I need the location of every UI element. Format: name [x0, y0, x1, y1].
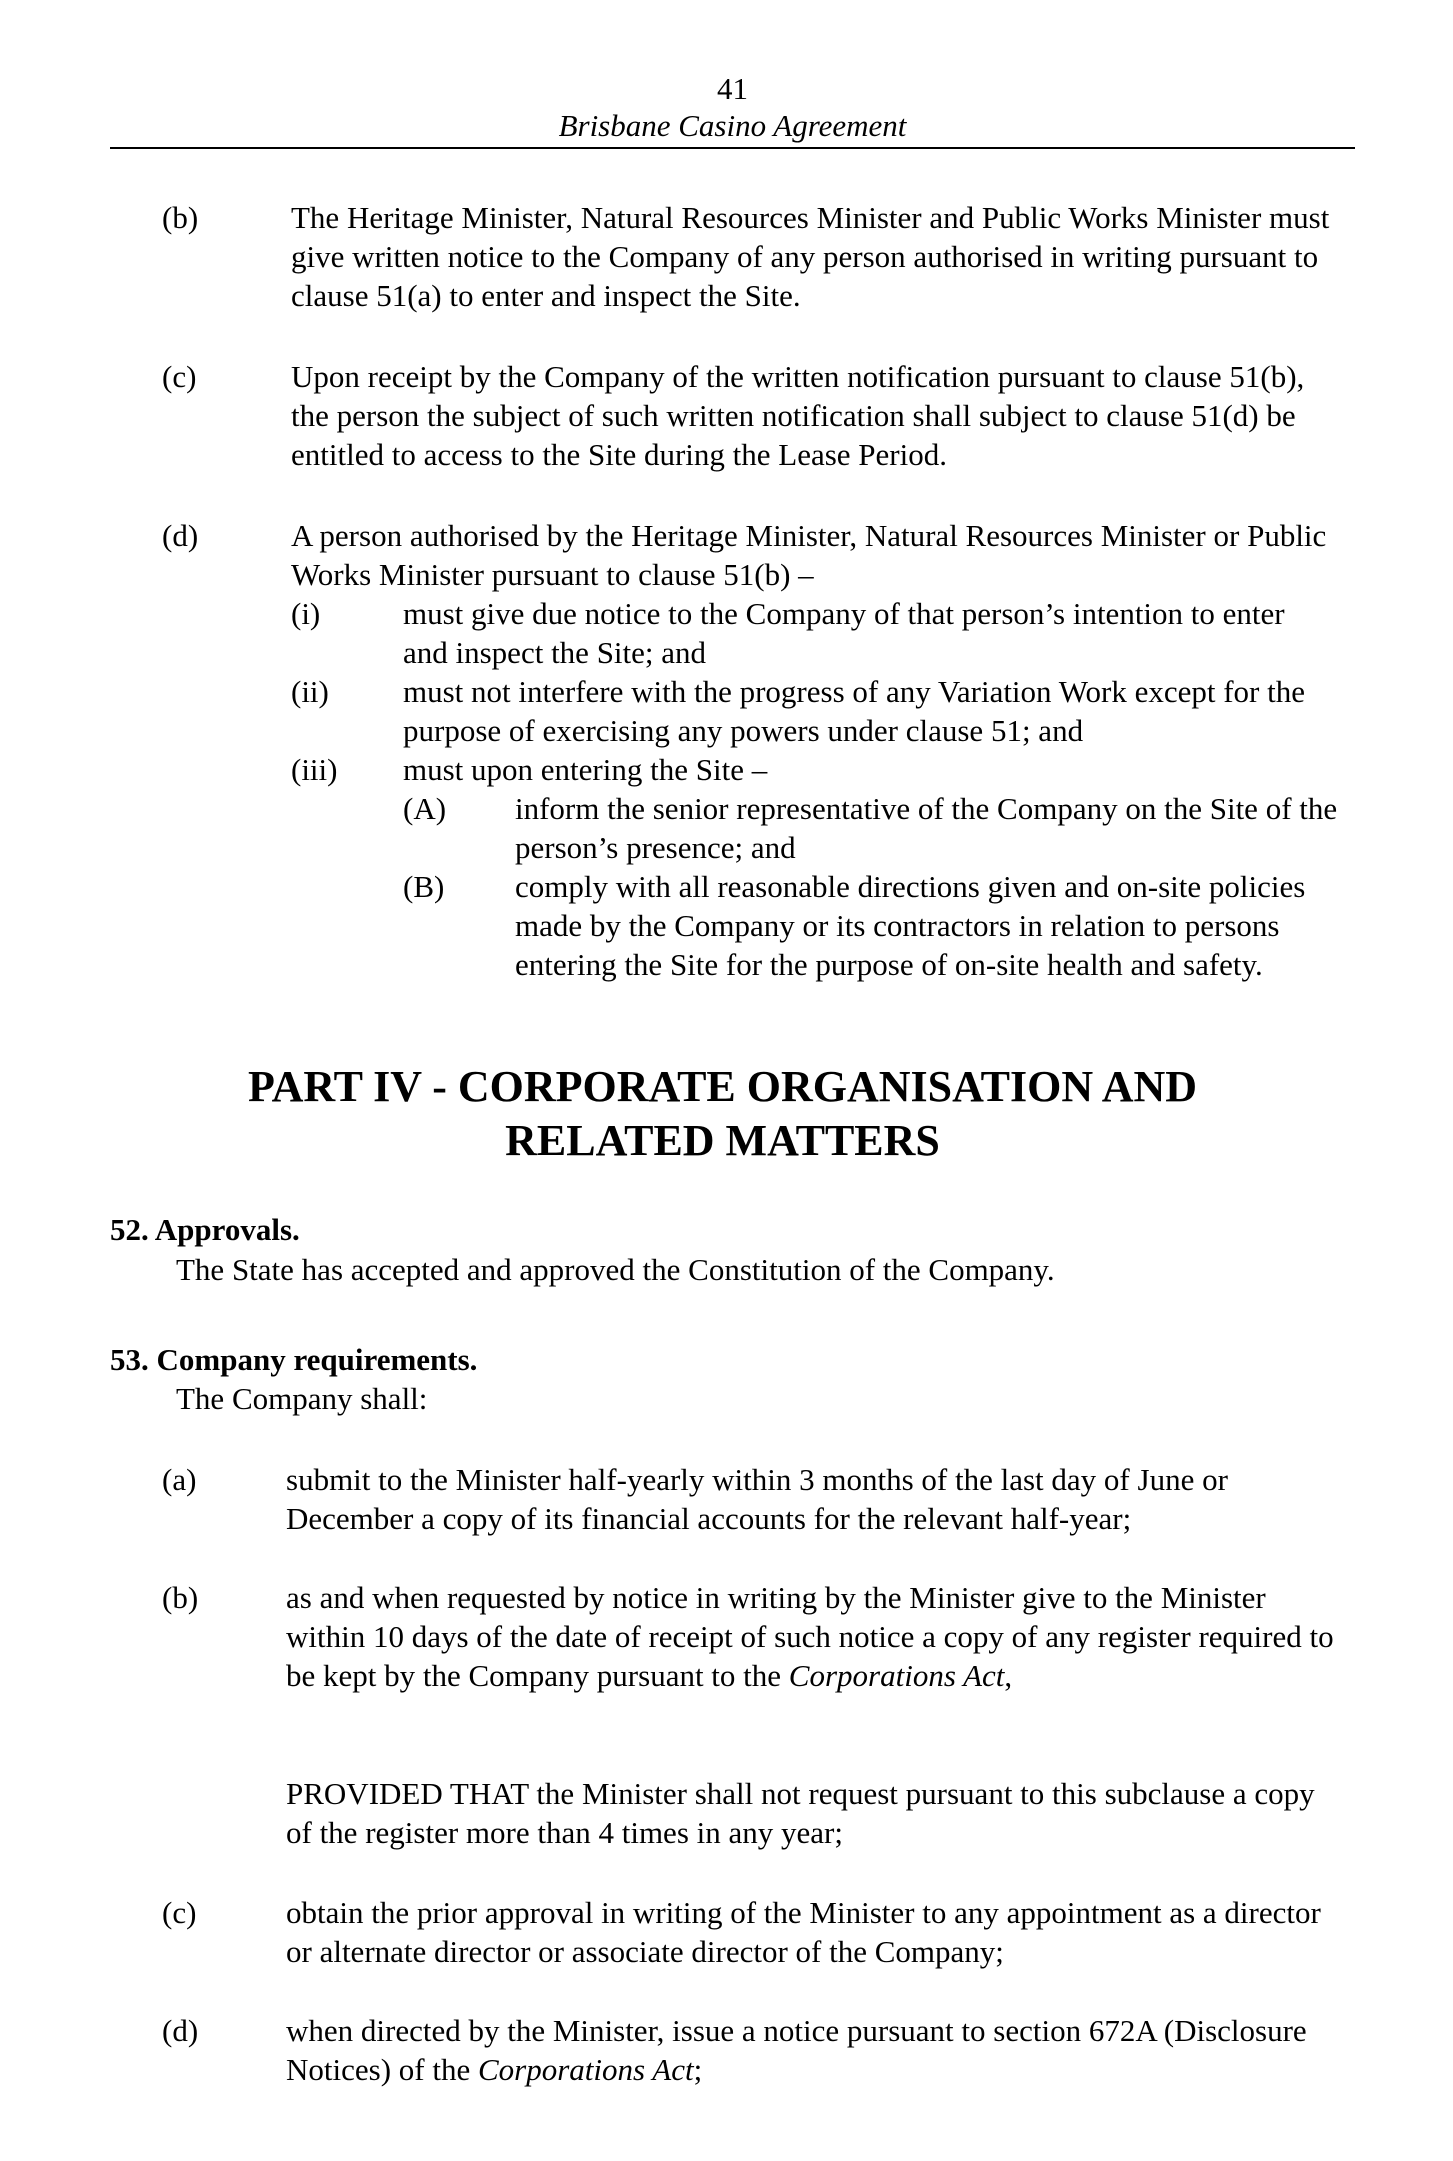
section-52-text: The State has accepted and approved the Constitution of the Company. — [176, 1252, 1055, 1287]
clause-51-d-iii-A-label: (A) — [403, 791, 447, 826]
clause-51-d-iii-text: must upon entering the Site – — [403, 752, 768, 787]
running-title: Brisbane Casino Agreement — [558, 108, 907, 143]
clause-51-d-iii-label: (iii) — [291, 752, 338, 787]
section-53-b-text-before: as and when requested by notice in writing by the Minister give to the Minister within 10 days of the date of receipt of such notice a copy of any register required to be kept by the Company pursuant to the — [286, 1580, 1334, 1693]
clause-51-d-label: (d) — [162, 518, 199, 553]
section-53-d-label: (d) — [162, 2013, 199, 2048]
clause-51-d-text: A person authorised by the Heritage Minister, Natural Resources Minister or Public Works Minister pursuant to clause 51(b) – — [291, 518, 1327, 592]
clause-51-c-label: (c) — [162, 359, 197, 394]
section-53-d-text-after: ; — [693, 2052, 703, 2087]
section-53-b-proviso: PROVIDED THAT the Minister shall not request pursuant to this subclause a copy of the register more than 4 times in any year; — [286, 1776, 1315, 1850]
page-number: 41 — [717, 71, 748, 106]
section-52-heading: 52. Approvals. — [110, 1212, 300, 1247]
section-53-c-text: obtain the prior approval in writing of the Minister to any appointment as a director or alternate director or associate director of the Company; — [286, 1895, 1321, 1969]
section-53-a-label: (a) — [162, 1462, 197, 1497]
clause-51-b-text: The Heritage Minister, Natural Resources Minister and Public Works Minister must give written notice to the Company of any person authorised in writing pursuant to clause 51(a) to enter and inspect the Site. — [291, 200, 1330, 313]
clause-51-d-ii-label: (ii) — [291, 674, 329, 709]
clause-51-d-i-label: (i) — [291, 596, 321, 631]
section-53-a-text: submit to the Minister half-yearly within 3 months of the last day of June or December a copy of its financial accounts for the relevant half-year; — [286, 1462, 1228, 1536]
section-53-d-text-before: when directed by the Minister, issue a notice pursuant to section 672A (Disclosure Notices) of the — [286, 2013, 1307, 2087]
clause-51-d-ii-text: must not interfere with the progress of any Variation Work except for the purpose of exercising any powers under clause 51; and — [403, 674, 1305, 748]
section-53-c-label: (c) — [162, 1895, 197, 1930]
header-rule — [110, 147, 1355, 149]
clause-51-d-iii-B-label: (B) — [403, 869, 445, 904]
section-53-d-text — [286, 2011, 1316, 2089]
part-heading: PART IV - CORPORATE ORGANISATION AND RELATED MATTERS — [247, 1062, 1198, 1165]
clause-51-d-iii-B-text: comply with all reasonable directions given and on-site policies made by the Company or its contractors in relation to persons entering the Site for the purpose of on-site health and safety. — [515, 869, 1306, 982]
section-53-b-text-after: , — [1004, 1658, 1013, 1693]
clause-51-d-iii-A-text: inform the senior representative of the Company on the Site of the person’s presence; and — [515, 791, 1338, 865]
section-53-heading: 53. Company requirements. — [110, 1342, 478, 1377]
clause-51-b-label: (b) — [162, 200, 199, 235]
corporations-act-reference: Corporations Act — [788, 1658, 1005, 1693]
section-53-b-label: (b) — [162, 1580, 199, 1615]
section-53-intro: The Company shall: — [176, 1381, 428, 1416]
page-header — [110, 70, 1355, 144]
clause-51-d-i-text: must give due notice to the Company of that person’s intention to enter and inspect the Site; and — [403, 596, 1285, 670]
clause-51-c-text: Upon receipt by the Company of the written notification pursuant to clause 51(b), the person the subject of such written notification shall subject to clause 51(d) be entitled to access to the Site during the Lease Period. — [291, 359, 1305, 472]
section-53-b-text — [286, 1578, 1341, 1695]
corporations-act-reference: Corporations Act — [477, 2052, 694, 2087]
